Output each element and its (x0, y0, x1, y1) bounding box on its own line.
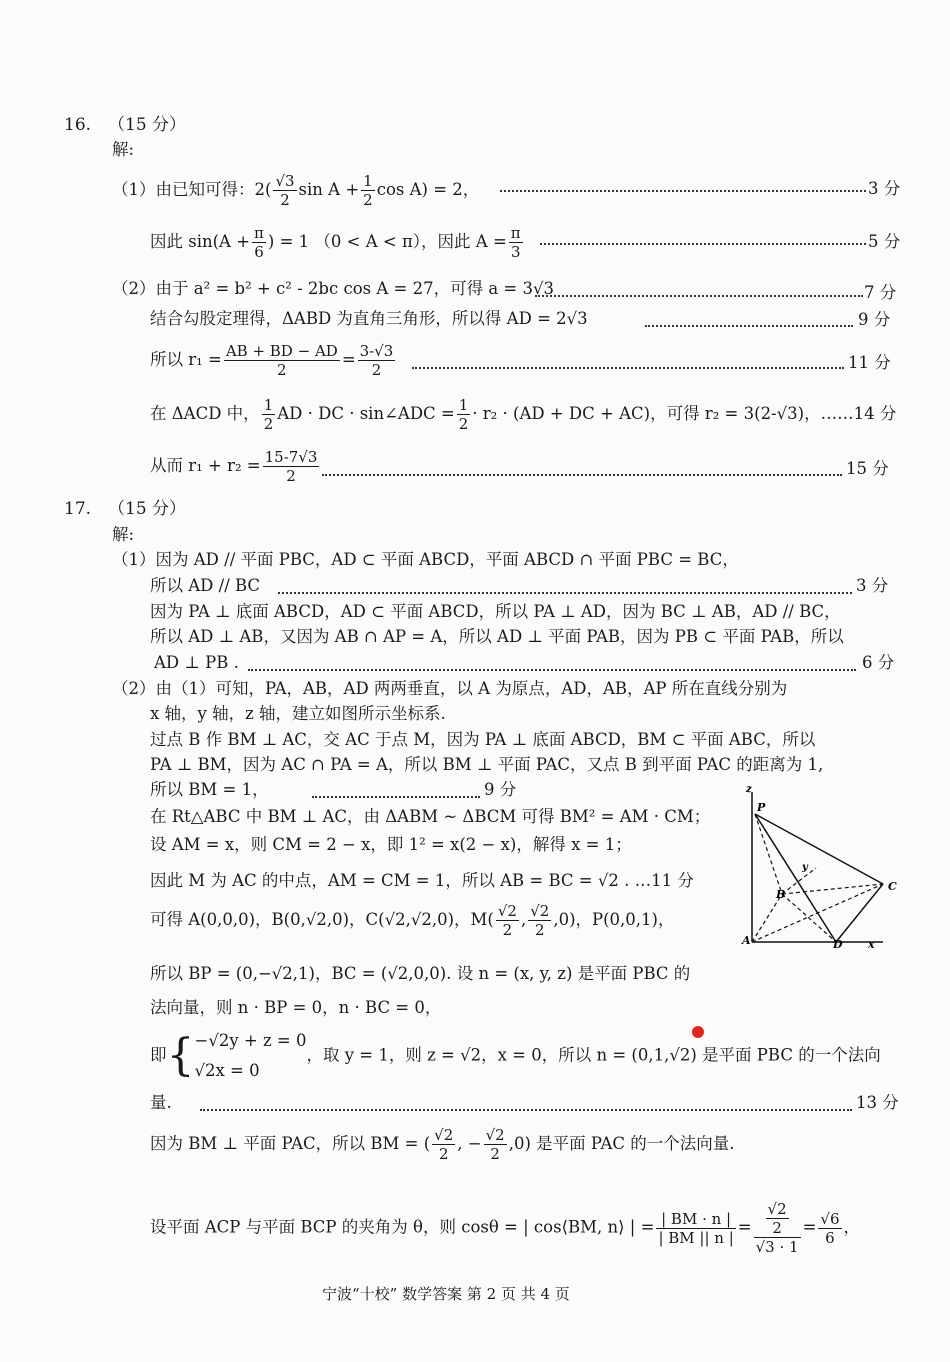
leader-dots (535, 295, 863, 297)
pyramid-coordinate-figure (738, 782, 908, 954)
q16-part2-line5: 从而 r₁ + r₂ = $\frac{15-7√3}{2}$ (150, 448, 318, 485)
q17-line9: PA ⊥ BM，因为 AC ∩ PA = A，所以 BM ⊥ 平面 PAC，又点 B 到平面 PAC 的距离为 1, (150, 755, 824, 774)
q17-line2: 所以 AD // BC (150, 576, 261, 595)
q17-line3: 因为 PA ⊥ 底面 ABCD，AD ⊂ 平面 ABCD，所以 PA ⊥ AD，因为 BC ⊥ AB，AD // BC， (150, 602, 841, 621)
q17-line6: （2）由（1）可知，PA，AB，AD 两两垂直，以 A 为原点，AD，AB，AP 所在直线分别为 (112, 679, 788, 698)
q17-line1: （1）因为 AD // 平面 PBC，AD ⊂ 平面 ABCD，平面 ABCD ∩ 平面 PBC = BC， (112, 550, 739, 569)
q17-line11: 在 Rt△ABC 中 BM ⊥ AC，由 ΔABM ~ ΔBCM 可得 BM² = AM · CM； (150, 807, 711, 826)
q17-line16: 法向量，则 n · BP = 0，n · BC = 0， (150, 998, 442, 1017)
q16-part2-line3: 所以 r₁ = $\frac{AB + BD - AD}{2}$ = $\frac{3-√3}{2}$ (150, 342, 394, 379)
q17-line17: 即{ −√2y + z = 0 √2x = 0 ，取 y = 1，则 z = √2，x = 0，所以 n = (0,1,√2) 是平面 PBC 的一个法向 (150, 1030, 881, 1081)
q17-line18: 量. (150, 1093, 172, 1112)
leader-dots (200, 1109, 852, 1111)
q17-line14: 可得 A(0,0,0)，B(0,√2,0)，C(√2,√2,0)，M( $\frac{√2}{2}$ , $\frac{√2}{2}$ ,0)，P(0,0,1)， (150, 902, 675, 939)
q17-line10: 所以 BM = 1， (150, 780, 269, 799)
leader-dots (540, 243, 866, 245)
fig-label-y: y (802, 862, 808, 873)
fig-label-C: C (888, 880, 897, 893)
leader-dots (278, 592, 852, 594)
fig-label-B: B (776, 888, 786, 901)
q16-p4-points: 9 分 (858, 310, 891, 329)
q17-line8: 过点 B 作 BM ⊥ AC，交 AC 于点 M，因为 PA ⊥ 底面 ABCD，BM ⊂ 平面 ABC，所以 (150, 730, 816, 749)
q17-line13: 因此 M 为 AC 的中点，AM = CM = 1，所以 AB = BC = √2 . …11 分 (150, 871, 694, 890)
leader-dots (322, 474, 842, 476)
q17-l2-points: 3 分 (856, 576, 889, 595)
q16-jie: 解: (112, 140, 135, 159)
leader-dots (500, 190, 866, 192)
q17-l18-points: 13 分 (856, 1093, 899, 1112)
q17-line19: 因为 BM ⊥ 平面 PAC，所以 BM = ( $\frac{√2}{2}$ , − $\frac{√2}{2}$ ,0) 是平面 PAC 的一个法向量. (150, 1126, 735, 1163)
page-footer: 宁波“十校” 数学答案 第 2 页 共 4 页 (322, 1285, 570, 1303)
fig-label-A: A (742, 934, 751, 947)
leader-dots (645, 325, 853, 327)
q16-p3-points: 7 分 (864, 283, 897, 302)
q16-part2-line1: （2）由于 a² = b² + c² - 2bc cos A = 27，可得 a = 3√3 (112, 279, 554, 298)
q16-part2-line4: 在 ΔACD 中， $\frac{1}{2}$ AD · DC · sin∠ADC = $\frac{1}{2}$ · r₂ · (AD + DC + AC)，可得 r₂ = 3(2-√3)，……14 分 (150, 396, 897, 433)
q17-line12: 设 AM = x，则 CM = 2 − x，即 1² = x(2 − x)，解得 x = 1； (150, 835, 632, 854)
leader-dots (312, 796, 480, 798)
q17-jie: 解: (112, 525, 135, 544)
q16-score: （15 分） (108, 115, 187, 135)
fig-label-x: x (868, 938, 875, 951)
leader-dots (248, 669, 856, 671)
fig-label-D: D (833, 938, 843, 951)
q17-score: （15 分） (108, 499, 187, 519)
q17-line4: 所以 AD ⊥ AB，又因为 AB ∩ AP = A，所以 AD ⊥ 平面 PAB，因为 PB ⊂ 平面 PAB，所以 (150, 627, 844, 646)
fig-label-P: P (757, 801, 766, 814)
red-marker-dot (692, 1026, 704, 1038)
q17-l10-points: 9 分 (484, 780, 517, 799)
q16-p2-points: 5 分 (868, 232, 901, 251)
q16-part1-line2: 因此 sin(A + $\frac{\pi}{6}$ ) = 1 （0 < A < π），因此 A = $\frac{\pi}{3}$ (150, 224, 521, 261)
q17-l5-points: 6 分 (862, 653, 895, 672)
q16-part1-line: （1）由已知可得：2( $\frac{√3}{2}$ sin A + $\frac{1}{2}$ cos A) = 2， (112, 172, 480, 209)
q16-p1-points: 3 分 (868, 179, 901, 198)
q16-p7-points: 15 分 (846, 459, 889, 478)
q17-line15: 所以 BP = (0,−√2,1)，BC = (√2,0,0). 设 n = (x, y, z) 是平面 PBC 的 (150, 964, 691, 983)
q17-line5: AD ⊥ PB . (154, 653, 239, 672)
q16-part2-line2: 结合勾股定理得，ΔABD 为直角三角形，所以得 AD = 2√3 (150, 309, 588, 328)
q17-line20: 设平面 ACP 与平面 BCP 的夹角为 θ，则 cosθ = | cos⟨BM, n⟩ | = $\frac{| BM \cdot n |}{| BM || n |}$ = $\frac{\frac{√2}{2}}{√3 \cdot 1}$ = $\frac{√6}{6}$ ， (150, 1200, 860, 1256)
q16-p5-points: 11 分 (848, 353, 891, 372)
q17-number: 17. (64, 499, 92, 519)
leader-dots (412, 367, 844, 369)
fig-label-z: z (746, 784, 752, 795)
q16-number: 16. (64, 115, 92, 135)
q17-line7: x 轴，y 轴，z 轴，建立如图所示坐标系. (150, 704, 446, 723)
